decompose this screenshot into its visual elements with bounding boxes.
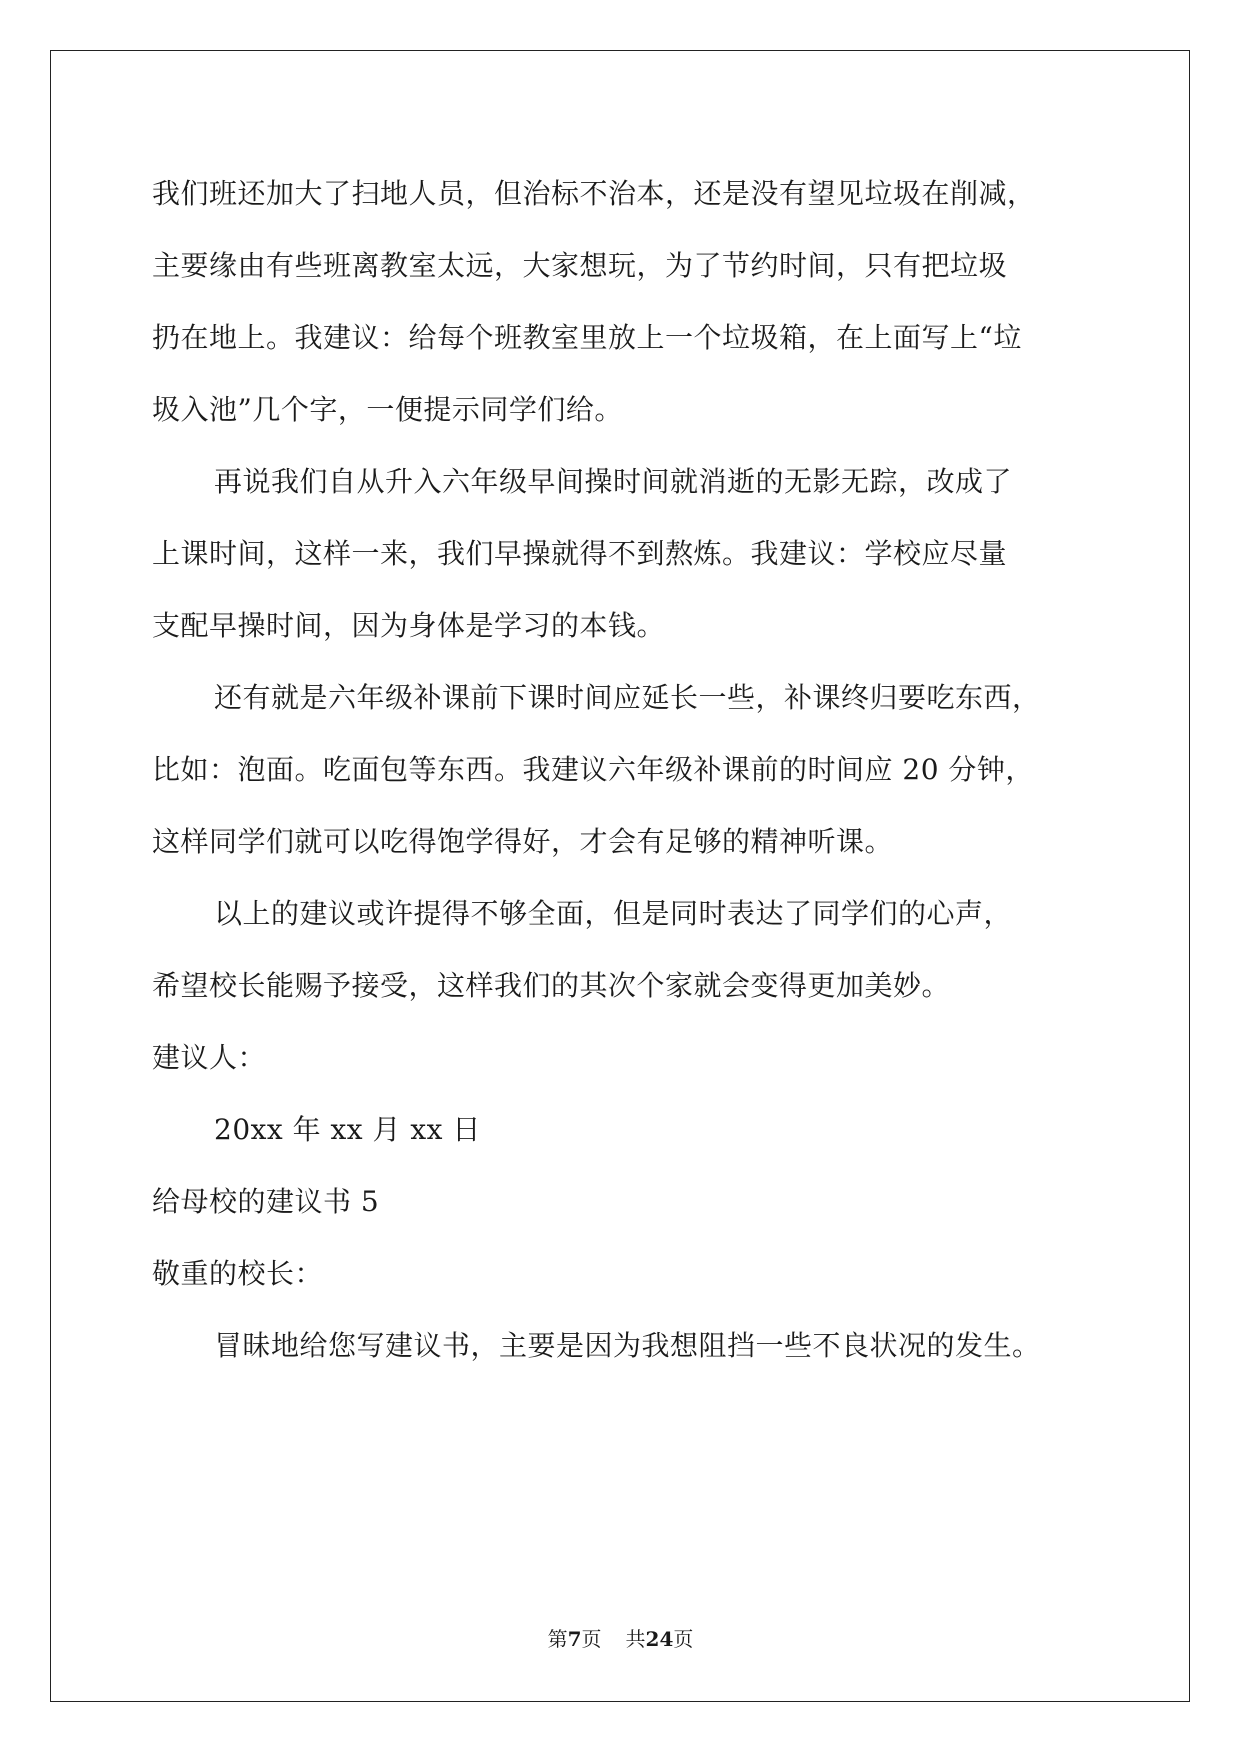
signature-date: 20xx 年 xx 月 xx 日	[214, 1113, 481, 1146]
paragraph-line: 支配早操时间，因为身体是学习的本钱。	[152, 609, 666, 642]
page-footer	[0, 1626, 1241, 1652]
paragraph-line: 比如：泡面。吃面包等东西。我建议六年级补课前的时间应 20 分钟，	[152, 753, 1034, 786]
document-body	[152, 158, 1102, 1382]
paragraph-line: 以上的建议或许提得不够全面，但是同时表达了同学们的心声，	[214, 897, 1013, 930]
paragraph-line: 我们班还加大了扫地人员，但治标不治本，还是没有望见垃圾在削减，	[152, 177, 1036, 210]
paragraph-line: 这样同学们就可以吃得饱学得好，才会有足够的精神听课。	[152, 825, 894, 858]
paragraph-line: 主要缘由有些班离教室太远，大家想玩，为了节约时间，只有把垃圾	[152, 249, 1008, 282]
page-total: 24	[645, 1627, 674, 1651]
paragraph-line: 冒昧地给您写建议书，主要是因为我想阻挡一些不良状况的发生。	[214, 1329, 1041, 1362]
signature-label: 建议人：	[152, 1041, 267, 1074]
paragraph-line: 还有就是六年级补课前下课时间应延长一些，补课终归要吃东西，	[214, 681, 1041, 714]
paragraph-line: 扔在地上。我建议：给每个班教室里放上一个垃圾箱，在上面写上“垃	[152, 321, 1022, 354]
salutation: 敬重的校长：	[152, 1257, 324, 1290]
section-title: 给母校的建议书 5	[152, 1185, 380, 1218]
page-prefix: 第	[547, 1627, 568, 1651]
paragraph-line: 上课时间，这样一来，我们早操就得不到熬炼。我建议：学校应尽量	[152, 537, 1008, 570]
page-current: 7	[567, 1627, 582, 1651]
total-suffix: 页	[673, 1627, 694, 1651]
paragraph-line: 圾入池”几个字，一便提示同学们给。	[152, 393, 623, 426]
total-prefix: 共	[625, 1627, 646, 1651]
page-suffix: 页	[581, 1627, 602, 1651]
paragraph-line: 再说我们自从升入六年级早间操时间就消逝的无影无踪，改成了	[214, 465, 1013, 498]
paragraph-line: 希望校长能赐予接受，这样我们的其次个家就会变得更加美妙。	[152, 969, 951, 1002]
